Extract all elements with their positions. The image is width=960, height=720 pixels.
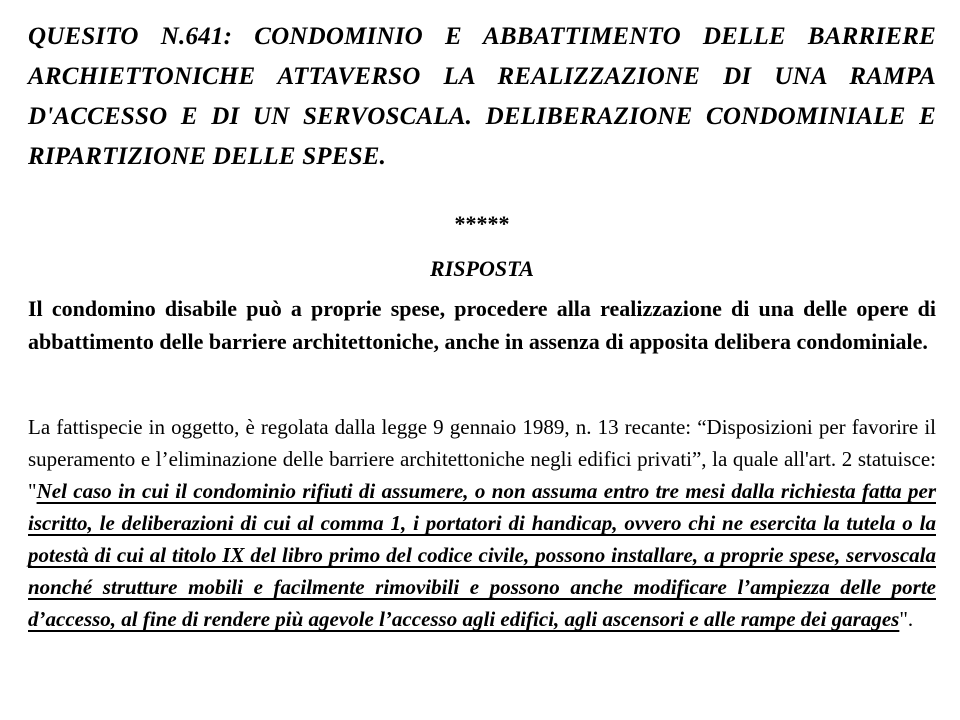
body-intro: La fattispecie in oggetto, è regolata dalla legge 9 gennaio 1989, n. 13 recante: “Disposizioni per favorire il superamento e l’eliminazione delle barriere architettoniche negli edifici privati”, la quale all'art. 2 statuisce: ": [28, 415, 936, 503]
answer-summary: Il condomino disabile può a proprie spese, procedere alla realizzazione di una delle opere di abbattimento delle barriere architettoniche, anche in assenza di apposita delibera condominiale.: [28, 296, 936, 354]
section-separator: *****: [454, 211, 510, 236]
answer-heading: RISPOSTA: [430, 256, 534, 281]
document-title: QUESITO N.641: CONDOMINIO E ABBATTIMENTO DELLE BARRIERE ARCHIETTONICHE ATTAVERSO LA REALIZZAZIONE DI UNA RAMPA D'ACCESSO E DI UN SERVOSCALA. DELIBERAZIONE CONDOMINIALE E RIPARTIZIONE DELLE SPESE.: [28, 23, 936, 170]
body-end: ".: [899, 607, 914, 631]
law-quote: Nel caso in cui il condominio rifiuti di assumere, o non assuma entro tre mesi dalla richiesta fatta per iscritto, le deliberazioni di cui al comma 1, i portatori di handicap, ovvero chi ne esercita la tutela o la potestà di cui al titolo IX del libro primo del codice civile, possono installare, a proprie spese, servoscala nonché strutture mobili e facilmente rimovibili e possono anche modificare l’ampiezza delle porte d’accesso, al fine di rendere più agevole l’accesso agli edifici, agli ascensori e alle rampe dei garages: [28, 479, 936, 631]
document-page: [28, 0, 936, 720]
answer-body: [28, 411, 936, 635]
